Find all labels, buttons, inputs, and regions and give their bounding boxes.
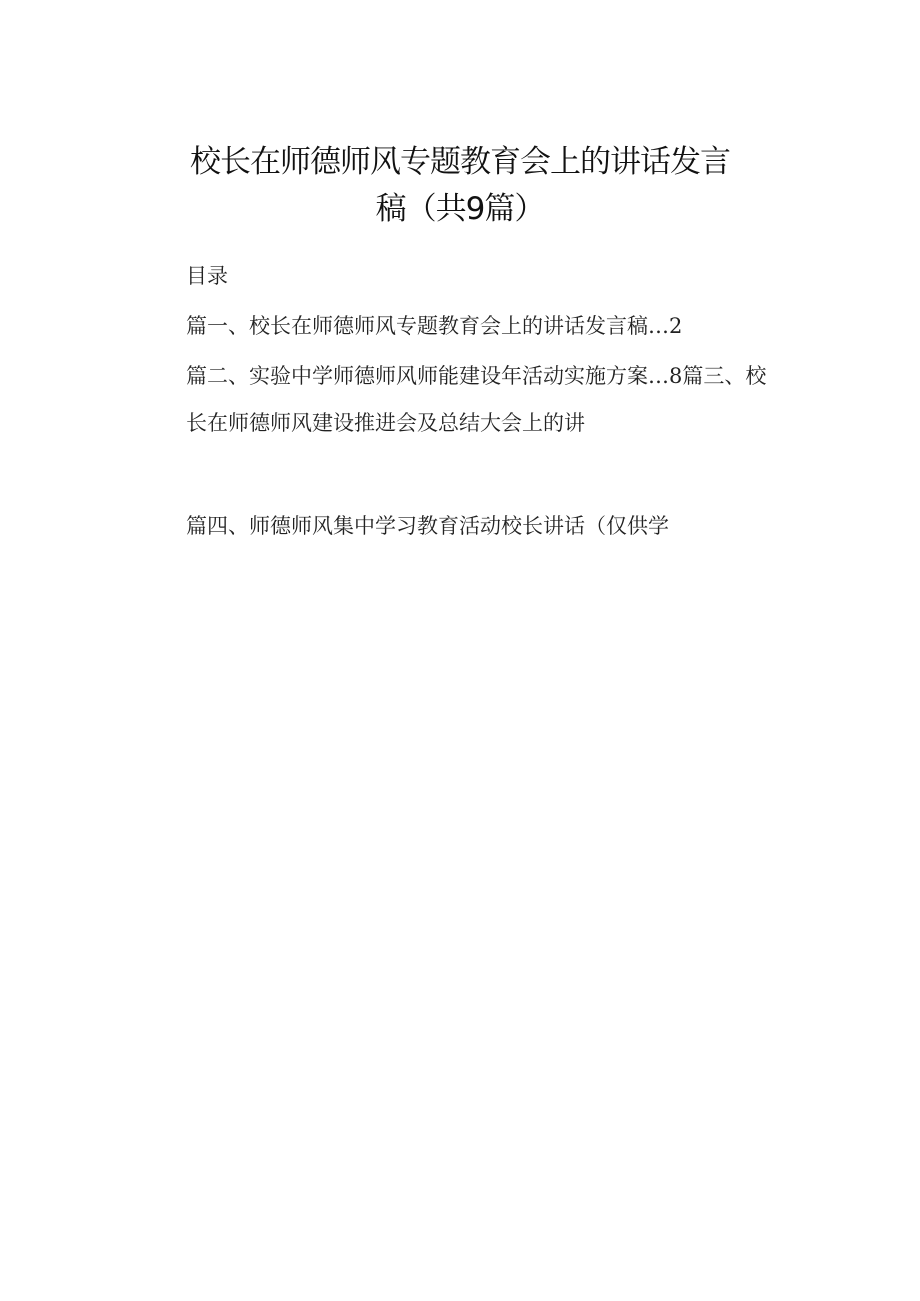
toc-entry-4: 篇四、师德师风集中学习教育活动校长讲话（仅供学	[186, 514, 669, 538]
document-title-line-2: 稿（共9篇）	[375, 191, 545, 227]
toc-entry-1: 篇一、校长在师德师风专题教育会上的讲话发言稿…2	[186, 314, 683, 338]
toc-heading: 目录	[186, 264, 228, 288]
document-title-line-1: 校长在师德师风专题教育会上的讲话发言	[190, 144, 730, 180]
toc-entry-3-continued: 长在师德师风建设推进会及总结大会上的讲	[186, 411, 585, 435]
toc-entry-2: 篇二、实验中学师德师风师能建设年活动实施方案…8篇三、校	[186, 364, 767, 388]
